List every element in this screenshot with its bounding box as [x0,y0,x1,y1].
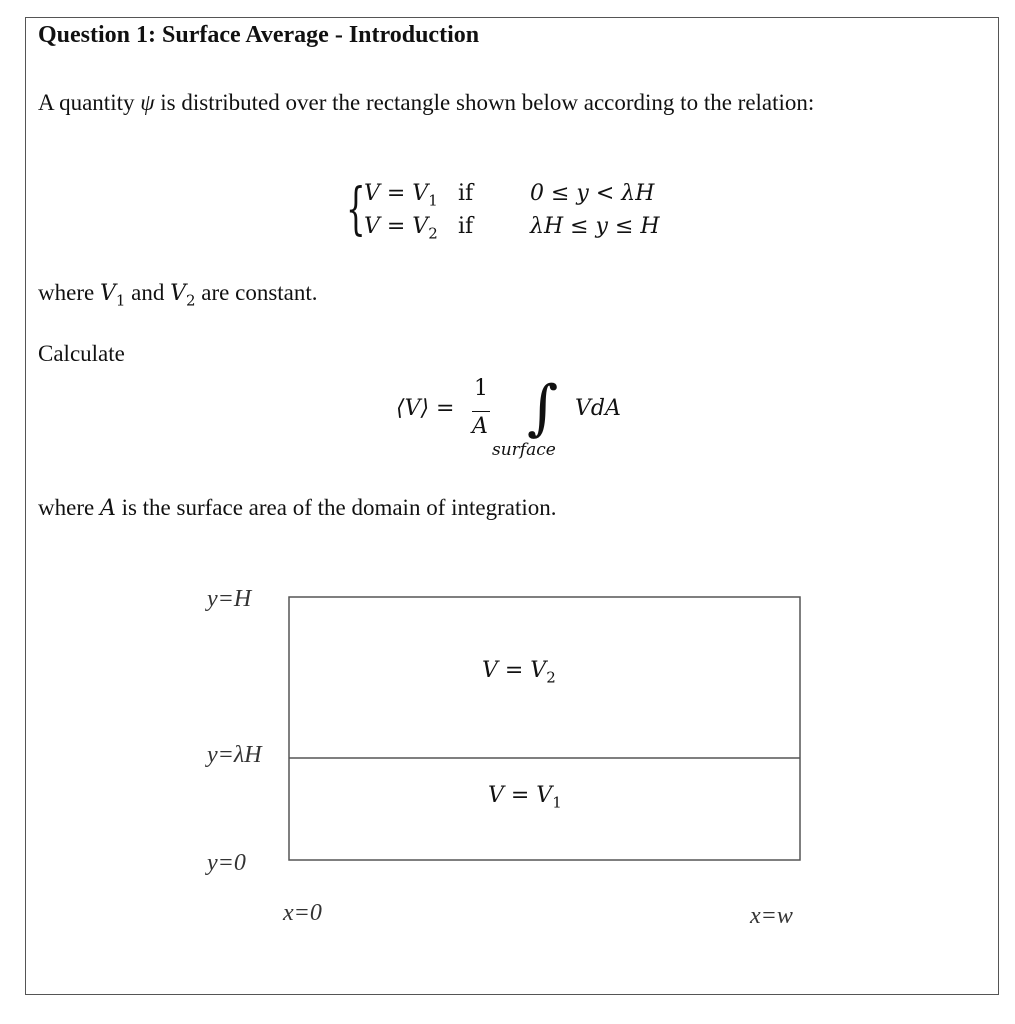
case-1-condition: 0 ≤ y < λH [530,181,655,206]
intro-after: is distributed over the rectangle shown below according to the relation: [160,90,815,115]
equation-numerator: 1 [474,376,488,401]
integral-sign: ∫ [527,373,559,443]
lower-region-label: $V = V_1$ [488,783,562,812]
equation-lhs: ⟨V⟩ = [396,396,455,421]
case-2-lhs: $V = V_2$ [364,214,438,243]
upper-region-label: $V = V_2$ [482,658,556,687]
case-1-lhs: $V = V_1$ [364,181,438,210]
label-x-right: x=w [750,903,793,929]
label-x-left: x=0 [283,900,322,926]
psi-symbol: ψ [140,90,155,115]
question-title: Question 1: Surface Average - Introduction [38,22,480,48]
case-2-condition: λH ≤ y ≤ H [530,214,660,239]
area-sentence: where A is the surface area of the domain of integration. [38,495,557,521]
piecewise-brace: { [346,177,366,242]
integral-limit: surface [492,440,556,460]
equation-integrand: VdA [575,396,621,421]
domain-rectangle [289,597,800,860]
label-y-mid: y=λH [207,742,262,768]
calculate-label: Calculate [38,341,125,366]
case-2-if: if [458,214,474,239]
intro-before: A quantity [38,90,135,115]
label-y-bottom: y=0 [207,850,246,876]
label-y-top: y=H [207,586,252,612]
equation-denominator: A [472,414,488,439]
case-1-if: if [458,181,474,206]
constants-sentence: where $V_1$ and $V_2$ are constant. [38,280,318,310]
